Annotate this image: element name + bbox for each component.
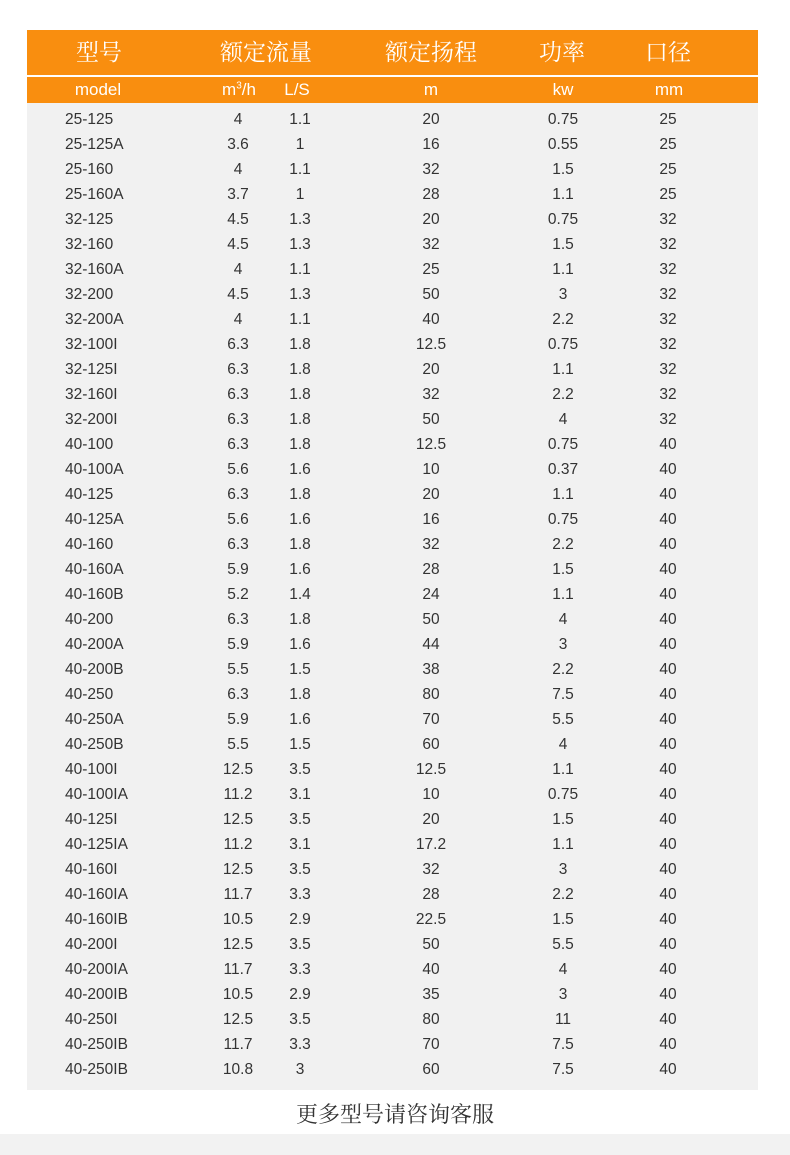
cell-flow-ls: 1.6 <box>289 636 311 653</box>
cell-flow-ls: 1.8 <box>289 611 311 628</box>
cell-bore: 40 <box>659 736 677 753</box>
cell-flow-ls: 3.1 <box>289 836 311 853</box>
table-row <box>27 307 758 332</box>
cell-power: 5.5 <box>552 711 574 728</box>
cell-flow-m3h: 12.5 <box>222 1011 254 1028</box>
cell-model: 40-200IB <box>65 986 128 1003</box>
unit-flow-ls: L/S <box>284 80 310 99</box>
cell-power: 7.5 <box>552 1036 574 1053</box>
cell-flow-m3h: 5.6 <box>227 511 249 528</box>
cell-bore: 32 <box>659 336 677 353</box>
cell-head: 12.5 <box>415 436 447 453</box>
col-header-head: 额定扬程 <box>385 39 477 65</box>
cell-power: 2.2 <box>552 886 574 903</box>
cell-bore: 40 <box>659 811 677 828</box>
cell-power: 3 <box>558 286 568 303</box>
cell-flow-m3h: 6.3 <box>227 611 249 628</box>
cell-flow-m3h: 4 <box>233 161 243 178</box>
table-row <box>27 407 758 432</box>
header-row-units <box>27 77 758 103</box>
cell-flow-ls: 1 <box>295 186 305 203</box>
cell-model: 40-250IB <box>65 1061 128 1078</box>
cell-model: 32-160A <box>65 261 124 278</box>
cell-model: 40-160IB <box>65 911 128 928</box>
cell-flow-m3h: 4 <box>233 111 243 128</box>
cell-flow-m3h: 10.8 <box>222 1061 254 1078</box>
table-row <box>27 757 758 782</box>
cell-model: 32-160I <box>65 386 118 403</box>
cell-flow-m3h: 6.3 <box>227 686 249 703</box>
cell-flow-ls: 2.9 <box>289 986 311 1003</box>
cell-power: 2.2 <box>552 536 574 553</box>
cell-flow-ls: 1.8 <box>289 436 311 453</box>
cell-head: 80 <box>422 1011 440 1028</box>
cell-bore: 40 <box>659 486 677 503</box>
unit-head: m <box>423 80 439 99</box>
cell-bore: 40 <box>659 561 677 578</box>
unit-flow-m3h-sup: 3 <box>236 80 242 92</box>
cell-flow-m3h: 4 <box>233 261 243 278</box>
cell-bore: 25 <box>659 136 677 153</box>
cell-head: 80 <box>422 686 440 703</box>
cell-head: 20 <box>422 211 440 228</box>
cell-flow-m3h: 6.3 <box>227 411 249 428</box>
table-row <box>27 107 758 132</box>
table-row <box>27 732 758 757</box>
cell-flow-ls: 1.6 <box>289 561 311 578</box>
table-row <box>27 907 758 932</box>
cell-power: 1.5 <box>552 561 574 578</box>
cell-flow-ls: 1.4 <box>289 586 311 603</box>
cell-power: 1.1 <box>552 486 574 503</box>
cell-power: 0.55 <box>547 136 579 153</box>
cell-power: 1.1 <box>552 836 574 853</box>
table-row <box>27 357 758 382</box>
cell-model: 32-125 <box>65 211 114 228</box>
cell-bore: 40 <box>659 461 677 478</box>
cell-flow-m3h: 6.3 <box>227 536 249 553</box>
cell-bore: 25 <box>659 161 677 178</box>
cell-bore: 40 <box>659 1036 677 1053</box>
col-header-model: 型号 <box>76 39 122 65</box>
cell-flow-ls: 1.5 <box>289 661 311 678</box>
cell-flow-m3h: 5.6 <box>227 461 249 478</box>
cell-model: 40-200A <box>65 636 124 653</box>
cell-power: 7.5 <box>552 1061 574 1078</box>
cell-power: 7.5 <box>552 686 574 703</box>
cell-model: 40-200IA <box>65 961 128 978</box>
col-header-power: 功率 <box>539 39 585 65</box>
cell-power: 1.1 <box>552 761 574 778</box>
cell-flow-m3h: 5.5 <box>227 736 249 753</box>
cell-bore: 40 <box>659 1011 677 1028</box>
cell-flow-ls: 3.1 <box>289 786 311 803</box>
cell-head: 60 <box>422 1061 440 1078</box>
cell-model: 40-160B <box>65 586 124 603</box>
cell-flow-m3h: 12.5 <box>222 761 254 778</box>
cell-head: 20 <box>422 111 440 128</box>
table-row <box>27 982 758 1007</box>
header-row-chinese <box>27 30 758 75</box>
table-row <box>27 932 758 957</box>
cell-head: 70 <box>422 711 440 728</box>
col-header-flow: 额定流量 <box>220 39 312 65</box>
cell-bore: 32 <box>659 311 677 328</box>
cell-bore: 40 <box>659 611 677 628</box>
cell-power: 2.2 <box>552 386 574 403</box>
cell-bore: 32 <box>659 211 677 228</box>
unit-bore: mm <box>654 80 684 99</box>
cell-bore: 40 <box>659 986 677 1003</box>
cell-model: 32-200 <box>65 286 114 303</box>
cell-flow-ls: 1.8 <box>289 686 311 703</box>
cell-head: 50 <box>422 611 440 628</box>
cell-flow-m3h: 11.2 <box>223 836 253 853</box>
unit-flow-m3h <box>222 77 256 103</box>
cell-bore: 32 <box>659 261 677 278</box>
table-row <box>27 482 758 507</box>
cell-model: 40-125 <box>65 486 114 503</box>
cell-bore: 40 <box>659 586 677 603</box>
cell-flow-ls: 3.5 <box>289 936 311 953</box>
cell-bore: 40 <box>659 786 677 803</box>
cell-head: 17.2 <box>415 836 447 853</box>
table-row <box>27 382 758 407</box>
table-row <box>27 582 758 607</box>
cell-flow-m3h: 5.2 <box>227 586 249 603</box>
cell-flow-m3h: 6.3 <box>227 486 249 503</box>
table-row <box>27 457 758 482</box>
cell-head: 40 <box>422 961 440 978</box>
cell-power: 3 <box>558 986 568 1003</box>
cell-head: 35 <box>422 986 440 1003</box>
cell-model: 40-125I <box>65 811 118 828</box>
cell-flow-m3h: 11.7 <box>223 1036 253 1053</box>
cell-bore: 40 <box>659 911 677 928</box>
cell-head: 32 <box>422 861 440 878</box>
unit-model: model <box>74 80 122 99</box>
cell-bore: 40 <box>659 686 677 703</box>
cell-model: 40-125IA <box>65 836 128 853</box>
cell-power: 1.1 <box>552 361 574 378</box>
table-row <box>27 1057 758 1082</box>
cell-model: 40-250IB <box>65 1036 128 1053</box>
cell-bore: 25 <box>659 186 677 203</box>
cell-flow-m3h: 5.9 <box>227 561 249 578</box>
cell-head: 50 <box>422 286 440 303</box>
cell-power: 1.5 <box>552 236 574 253</box>
cell-flow-m3h: 12.5 <box>222 861 254 878</box>
cell-flow-m3h: 6.3 <box>227 436 249 453</box>
table-row <box>27 132 758 157</box>
cell-head: 22.5 <box>415 911 447 928</box>
cell-model: 40-200B <box>65 661 124 678</box>
cell-model: 40-160A <box>65 561 124 578</box>
cell-model: 40-100I <box>65 761 118 778</box>
cell-head: 40 <box>422 311 440 328</box>
cell-head: 50 <box>422 936 440 953</box>
cell-model: 40-160I <box>65 861 118 878</box>
cell-head: 32 <box>422 536 440 553</box>
table-row <box>27 832 758 857</box>
cell-power: 3 <box>558 861 568 878</box>
cell-power: 0.75 <box>547 336 579 353</box>
cell-model: 40-250 <box>65 686 114 703</box>
cell-flow-ls: 1.8 <box>289 361 311 378</box>
cell-flow-m3h: 4.5 <box>227 211 249 228</box>
table-row <box>27 882 758 907</box>
cell-power: 1.5 <box>552 911 574 928</box>
cell-power: 1.5 <box>552 811 574 828</box>
cell-head: 28 <box>422 886 440 903</box>
cell-flow-ls: 1.8 <box>289 536 311 553</box>
cell-flow-ls: 3.3 <box>289 961 311 978</box>
cell-bore: 40 <box>659 711 677 728</box>
cell-model: 32-125I <box>65 361 118 378</box>
cell-flow-m3h: 11.7 <box>223 961 253 978</box>
cell-head: 32 <box>422 236 440 253</box>
cell-power: 0.75 <box>547 436 579 453</box>
table-row <box>27 557 758 582</box>
cell-power: 3 <box>558 636 568 653</box>
cell-model: 40-100A <box>65 461 124 478</box>
cell-head: 28 <box>422 186 440 203</box>
cell-flow-m3h: 11.2 <box>223 786 253 803</box>
cell-flow-ls: 2.9 <box>289 911 311 928</box>
table-row <box>27 1007 758 1032</box>
cell-head: 70 <box>422 1036 440 1053</box>
cell-power: 0.75 <box>547 511 579 528</box>
cell-head: 12.5 <box>415 336 447 353</box>
cell-model: 25-125A <box>65 136 124 153</box>
cell-bore: 25 <box>659 111 677 128</box>
cell-model: 40-250B <box>65 736 124 753</box>
table-row <box>27 807 758 832</box>
cell-flow-ls: 3.5 <box>289 811 311 828</box>
cell-power: 1.1 <box>552 586 574 603</box>
cell-flow-ls: 1.1 <box>289 161 311 178</box>
table-row <box>27 282 758 307</box>
cell-power: 0.75 <box>547 211 579 228</box>
cell-head: 20 <box>422 361 440 378</box>
cell-flow-ls: 1.8 <box>289 486 311 503</box>
cell-flow-ls: 1.6 <box>289 711 311 728</box>
cell-model: 40-250A <box>65 711 124 728</box>
cell-flow-ls: 1.1 <box>289 311 311 328</box>
cell-flow-m3h: 11.7 <box>223 886 253 903</box>
cell-flow-ls: 1.6 <box>289 511 311 528</box>
table-row <box>27 332 758 357</box>
cell-head: 16 <box>422 136 440 153</box>
table-row <box>27 532 758 557</box>
table-row <box>27 657 758 682</box>
cell-head: 12.5 <box>415 761 447 778</box>
cell-flow-m3h: 4.5 <box>227 236 249 253</box>
cell-flow-m3h: 6.3 <box>227 361 249 378</box>
table-row <box>27 957 758 982</box>
cell-bore: 32 <box>659 236 677 253</box>
cell-model: 25-125 <box>65 111 114 128</box>
cell-flow-m3h: 3.6 <box>227 136 249 153</box>
cell-model: 32-160 <box>65 236 114 253</box>
cell-flow-ls: 3 <box>295 1061 305 1078</box>
cell-head: 60 <box>422 736 440 753</box>
table-row <box>27 707 758 732</box>
cell-flow-ls: 3.5 <box>289 761 311 778</box>
footer-note: 更多型号请咨询客服 <box>295 1102 494 1127</box>
cell-flow-ls: 1.1 <box>289 111 311 128</box>
cell-flow-m3h: 12.5 <box>222 936 254 953</box>
cell-bore: 40 <box>659 536 677 553</box>
table-row <box>27 507 758 532</box>
cell-power: 4 <box>558 411 568 428</box>
table-body <box>27 103 758 1090</box>
cell-power: 5.5 <box>552 936 574 953</box>
cell-bore: 40 <box>659 961 677 978</box>
cell-flow-ls: 3.3 <box>289 886 311 903</box>
cell-model: 40-200 <box>65 611 114 628</box>
cell-model: 40-200I <box>65 936 118 953</box>
table-row <box>27 232 758 257</box>
cell-power: 4 <box>558 611 568 628</box>
cell-power: 1.5 <box>552 161 574 178</box>
table-row <box>27 432 758 457</box>
cell-bore: 32 <box>659 286 677 303</box>
cell-bore: 40 <box>659 886 677 903</box>
cell-model: 32-200A <box>65 311 124 328</box>
cell-bore: 40 <box>659 861 677 878</box>
cell-flow-ls: 1.8 <box>289 336 311 353</box>
cell-flow-ls: 3.3 <box>289 1036 311 1053</box>
cell-model: 25-160 <box>65 161 114 178</box>
table-row <box>27 782 758 807</box>
pump-spec-table <box>27 30 758 1090</box>
cell-model: 32-200I <box>65 411 118 428</box>
cell-head: 25 <box>422 261 440 278</box>
cell-bore: 40 <box>659 511 677 528</box>
cell-model: 32-100I <box>65 336 118 353</box>
cell-flow-ls: 1.8 <box>289 386 311 403</box>
cell-flow-m3h: 12.5 <box>222 811 254 828</box>
cell-flow-m3h: 3.7 <box>227 186 249 203</box>
cell-flow-ls: 1.6 <box>289 461 311 478</box>
cell-flow-ls: 1.1 <box>289 261 311 278</box>
cell-flow-m3h: 6.3 <box>227 386 249 403</box>
cell-model: 40-250I <box>65 1011 118 1028</box>
cell-bore: 32 <box>659 361 677 378</box>
cell-flow-m3h: 6.3 <box>227 336 249 353</box>
table-row <box>27 607 758 632</box>
cell-bore: 40 <box>659 636 677 653</box>
cell-bore: 32 <box>659 386 677 403</box>
cell-flow-ls: 1.3 <box>289 286 311 303</box>
cell-head: 16 <box>422 511 440 528</box>
cell-flow-ls: 1 <box>295 136 305 153</box>
cell-head: 44 <box>422 636 440 653</box>
cell-head: 20 <box>422 486 440 503</box>
cell-bore: 32 <box>659 411 677 428</box>
cell-bore: 40 <box>659 436 677 453</box>
cell-model: 40-160 <box>65 536 114 553</box>
table-row <box>27 157 758 182</box>
cell-power: 0.75 <box>547 111 579 128</box>
cell-head: 32 <box>422 386 440 403</box>
bottom-strip <box>0 1134 790 1155</box>
cell-power: 4 <box>558 736 568 753</box>
cell-power: 1.1 <box>552 261 574 278</box>
cell-head: 38 <box>422 661 440 678</box>
cell-flow-ls: 1.8 <box>289 411 311 428</box>
col-header-bore: 口径 <box>645 39 691 65</box>
cell-power: 0.75 <box>547 786 579 803</box>
cell-model: 40-160IA <box>65 886 128 903</box>
cell-head: 32 <box>422 161 440 178</box>
table-row <box>27 682 758 707</box>
cell-flow-m3h: 4 <box>233 311 243 328</box>
cell-bore: 40 <box>659 836 677 853</box>
cell-flow-ls: 1.3 <box>289 236 311 253</box>
cell-bore: 40 <box>659 661 677 678</box>
cell-head: 50 <box>422 411 440 428</box>
cell-flow-ls: 3.5 <box>289 1011 311 1028</box>
cell-head: 10 <box>422 461 440 478</box>
table-row <box>27 207 758 232</box>
table-row <box>27 182 758 207</box>
cell-head: 10 <box>422 786 440 803</box>
cell-power: 4 <box>558 961 568 978</box>
cell-bore: 40 <box>659 761 677 778</box>
cell-power: 2.2 <box>552 311 574 328</box>
cell-model: 40-100IA <box>65 786 128 803</box>
table-row <box>27 257 758 282</box>
cell-flow-m3h: 5.9 <box>227 711 249 728</box>
cell-bore: 40 <box>659 936 677 953</box>
cell-model: 40-125A <box>65 511 124 528</box>
cell-flow-ls: 1.5 <box>289 736 311 753</box>
cell-flow-ls: 3.5 <box>289 861 311 878</box>
cell-power: 2.2 <box>552 661 574 678</box>
cell-flow-ls: 1.3 <box>289 211 311 228</box>
cell-power: 0.37 <box>547 461 579 478</box>
cell-head: 28 <box>422 561 440 578</box>
cell-power: 1.1 <box>552 186 574 203</box>
cell-flow-m3h: 10.5 <box>222 911 254 928</box>
cell-flow-m3h: 5.9 <box>227 636 249 653</box>
cell-model: 25-160A <box>65 186 124 203</box>
cell-head: 24 <box>422 586 440 603</box>
unit-flow-m3h-base: m <box>222 80 237 99</box>
table-row <box>27 1032 758 1057</box>
cell-flow-m3h: 10.5 <box>222 986 254 1003</box>
unit-power: kw <box>552 80 574 99</box>
cell-flow-m3h: 4.5 <box>227 286 249 303</box>
cell-head: 20 <box>422 811 440 828</box>
cell-power: 11 <box>554 1011 572 1028</box>
cell-bore: 40 <box>659 1061 677 1078</box>
cell-model: 40-100 <box>65 436 114 453</box>
table-row <box>27 857 758 882</box>
cell-flow-m3h: 5.5 <box>227 661 249 678</box>
unit-flow-m3h-tail: /h <box>241 80 256 99</box>
table-row <box>27 632 758 657</box>
